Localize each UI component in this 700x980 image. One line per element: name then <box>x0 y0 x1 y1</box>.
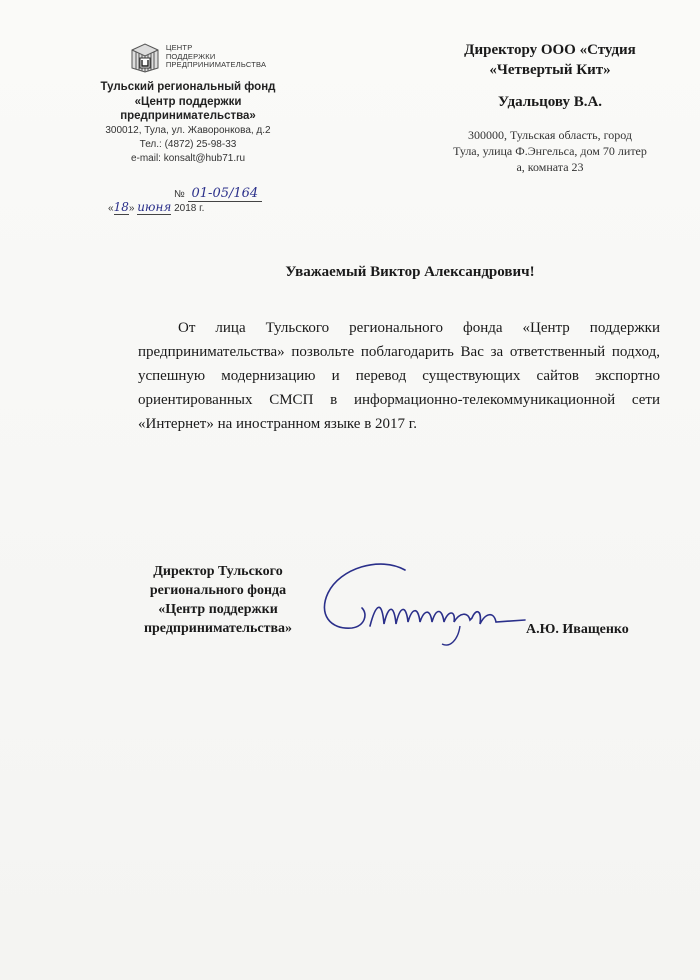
logo <box>106 40 288 74</box>
org-name-line: «Центр поддержки <box>134 95 242 108</box>
postal-line: Тула, улица Ф.Энгельса, дом 70 литер <box>453 144 647 158</box>
org-name-line: предпринимательства» <box>120 110 256 122</box>
handwritten-number: 01-05/164 <box>188 186 263 202</box>
postal-line: а, комната 23 <box>516 160 584 174</box>
org-email: e-mail: konsalt@hub71.ru <box>130 152 246 164</box>
logo-text-line: ЦЕНТР <box>165 43 193 52</box>
postal-line: 300000, Тульская область, город <box>467 128 633 142</box>
org-address: 300012, Тула, ул. Жаворонкова, д.2 <box>105 124 271 136</box>
logo-text-line: ПРЕДПРИНИМАТЕЛЬСТВА <box>165 60 267 69</box>
org-phone: Тел.: (4872) 25-98-33 <box>139 138 237 150</box>
letterhead <box>88 40 288 166</box>
date-quote-close: » <box>128 203 135 214</box>
date-year: 2018 г. <box>174 203 205 214</box>
fund-logo-icon <box>128 40 162 74</box>
handwritten-month: июня <box>137 200 172 214</box>
signatory-title-line: «Центр поддержки <box>158 602 278 617</box>
signer-name: А.Ю. Иващенко <box>526 622 629 637</box>
date-quote-open: « <box>108 203 114 214</box>
number-prefix: № <box>174 189 185 200</box>
signatory-title-line: Директор Тульского <box>153 564 283 579</box>
handwritten-day: 18 <box>113 200 129 214</box>
addressee-postal <box>430 127 670 175</box>
signatory-title-line: предпринимательства» <box>143 621 293 636</box>
addressee-name: Удальцову В.А. <box>497 94 603 110</box>
addressee-title-line: «Четвертый Кит» <box>489 62 611 78</box>
signatory-title <box>128 562 308 638</box>
greeting: Уважаемый Виктор Александрович! <box>285 264 535 280</box>
logo-text-line: ПОДДЕРЖКИ <box>165 51 216 61</box>
registration-number <box>174 186 262 201</box>
letter-body: От лица Тульского регионального фонда «Центр поддержки предпринимательства» позвольте поблагодарить Вас за ответственный подход, успешную модернизацию и перевод существующих сайтов экспортно ориентированных СМСП в информационно-телекоммуникационной сети «Интернет» на иностранном языке в 2017 г. <box>138 320 660 432</box>
registration-date <box>108 200 204 215</box>
addressee-title-line: Директору ООО «Студия <box>464 42 636 58</box>
addressee-block <box>430 40 670 175</box>
org-name-line: Тульский региональный фонд <box>100 81 276 93</box>
org-name <box>88 80 288 124</box>
logo-text <box>166 44 266 70</box>
signatory-title-line: регионального фонда <box>149 583 287 598</box>
handwritten-signature <box>310 548 540 658</box>
